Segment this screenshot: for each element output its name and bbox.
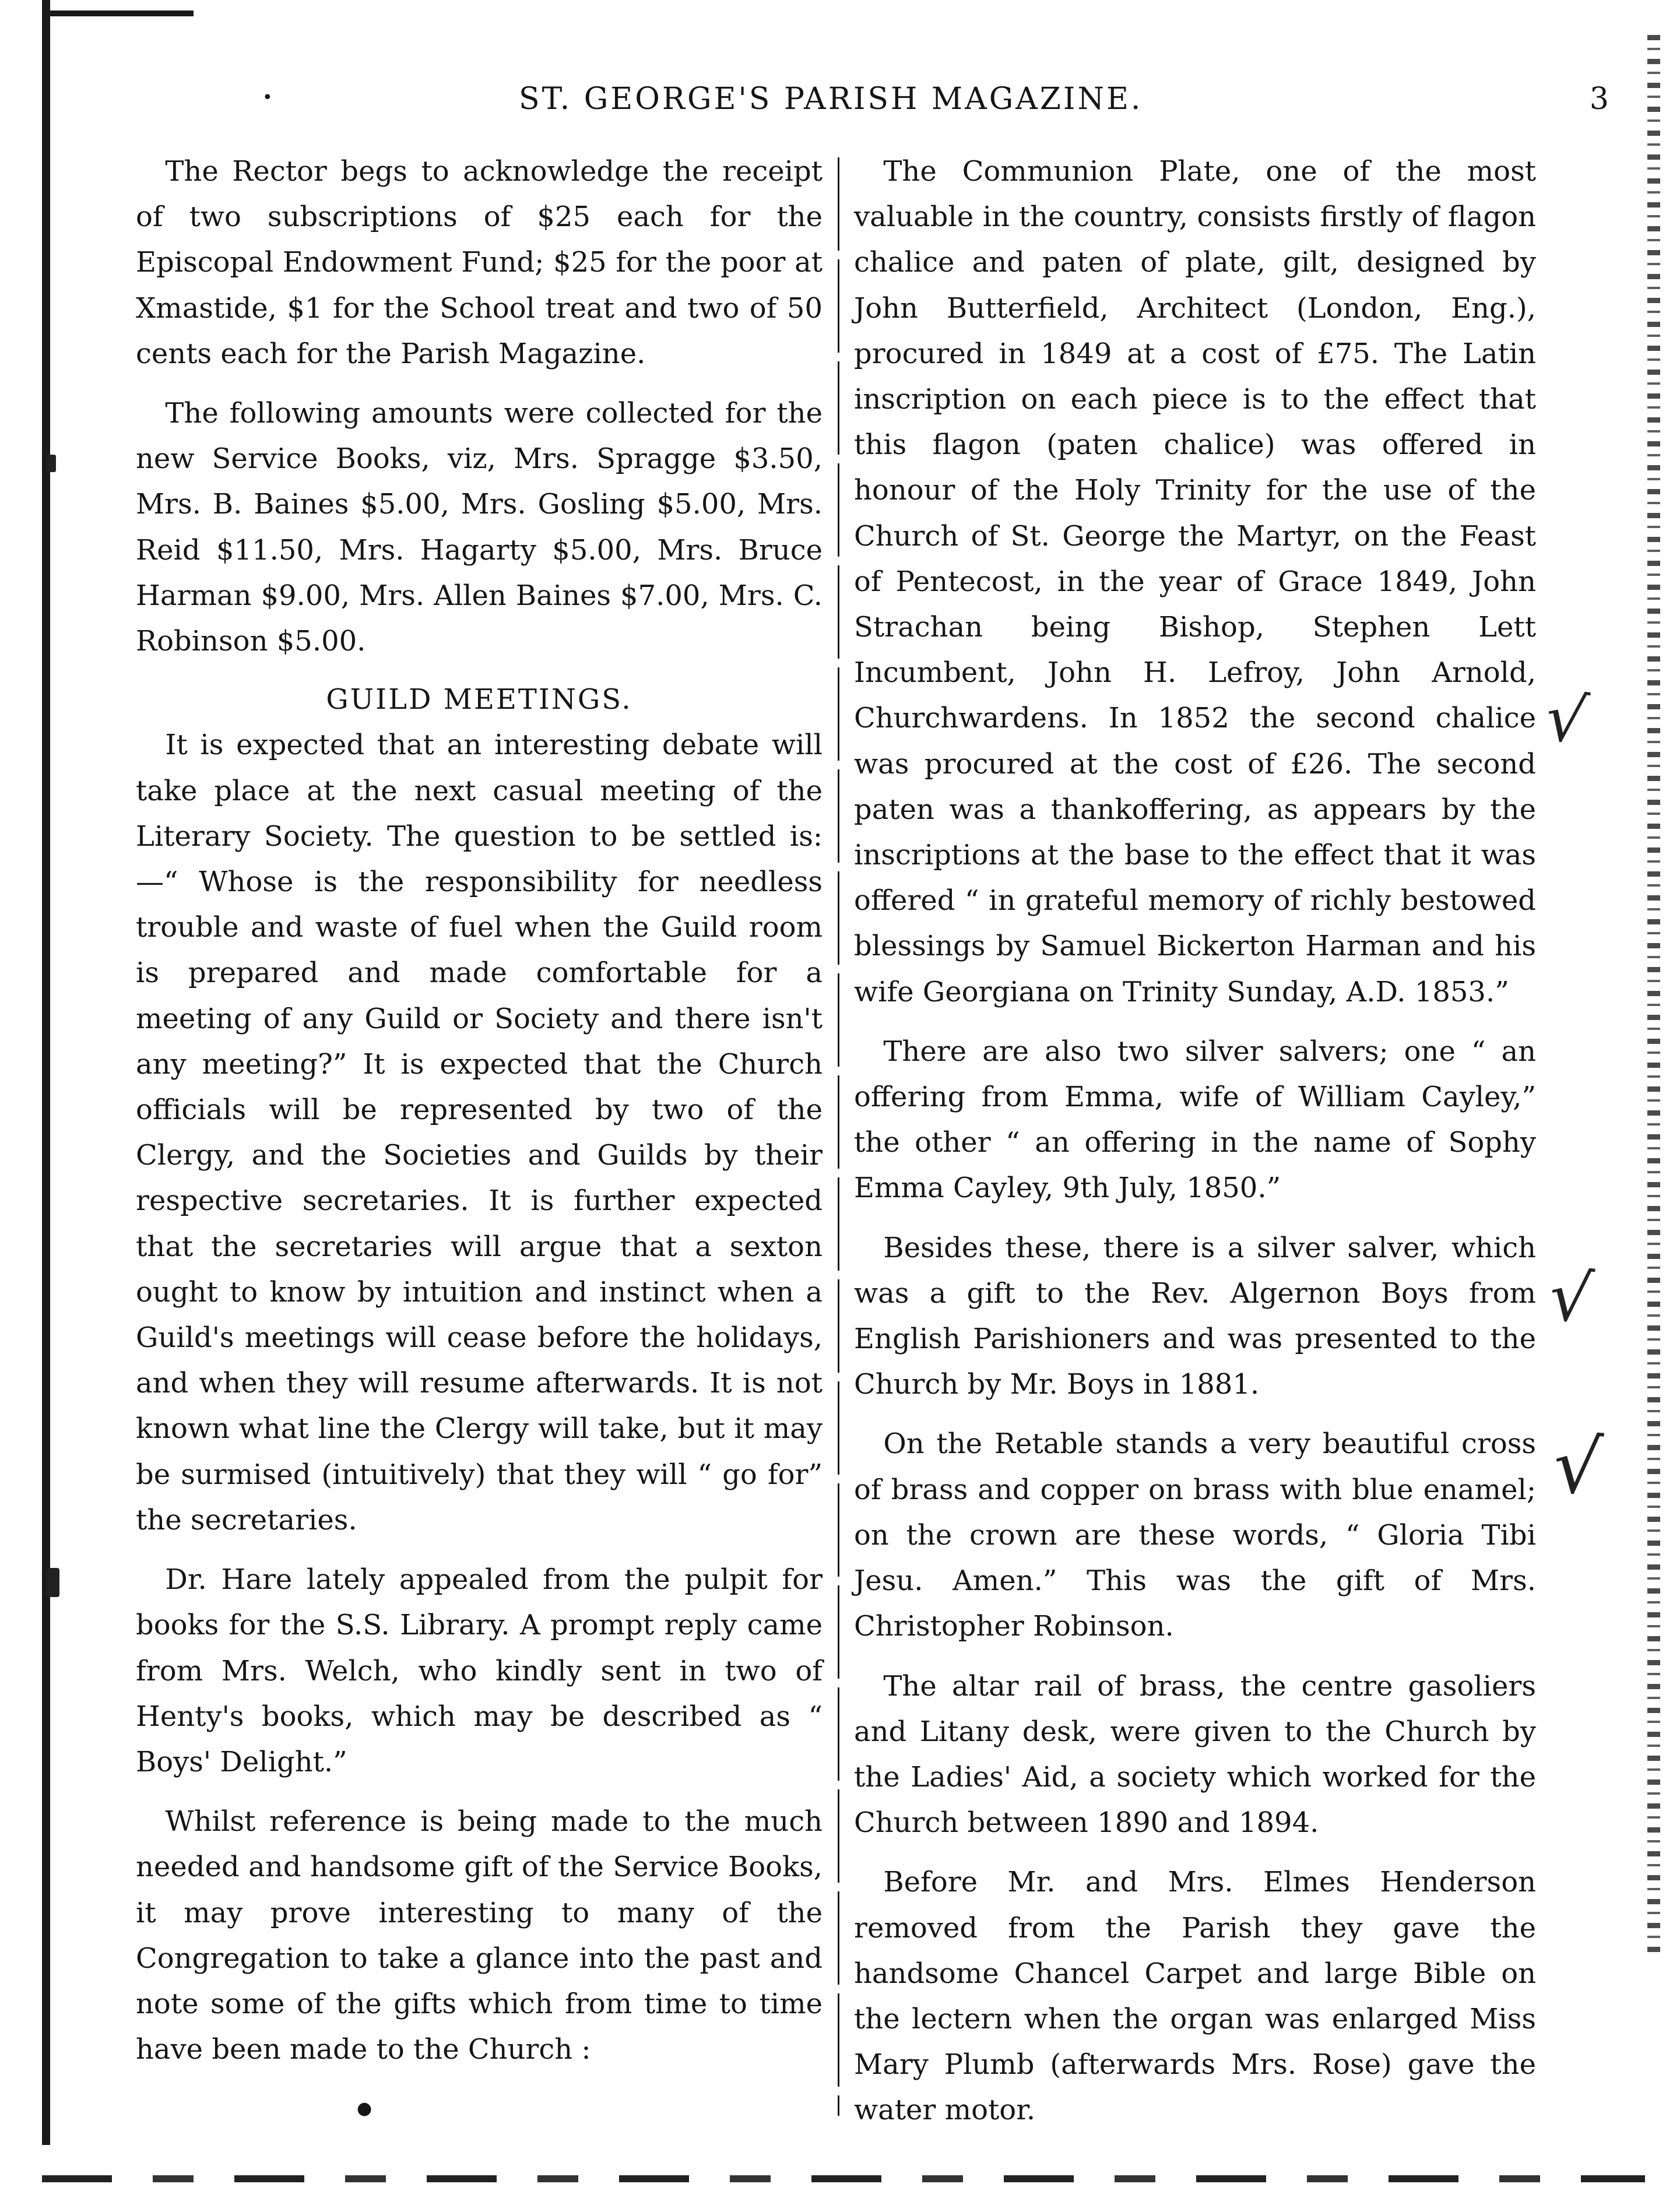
paragraph: On the Retable stands a very beautiful cross of brass and copper on brass with blue enamel; on the crown are these words, “ Gloria Tibi Jesu. Amen.” This was the gift of Mrs. Christopher Robinson. xyxy=(854,1427,1536,1643)
binding-mark xyxy=(47,1568,59,1597)
check-mark-icon: √ xyxy=(1550,1420,1605,1513)
magazine-title: ST. GEORGE'S PARISH MAGAZINE. xyxy=(519,82,1143,117)
scan-edge-top xyxy=(42,10,194,16)
scan-edge-left xyxy=(42,0,50,2145)
header-dot: • xyxy=(262,87,273,108)
binding-mark xyxy=(47,455,56,472)
check-mark-icon: √ xyxy=(1541,679,1592,759)
paragraph: There are also two silver salvers; one “ an offering from Emma, wife of William Cayley,” the other “ an offering in the name of Sophy Emma Cayley, 9th July, 1850.” xyxy=(854,1035,1536,1205)
footer-bullet: ● xyxy=(357,2098,372,2119)
page-number: 3 xyxy=(1589,82,1609,117)
paragraph: It is expected that an interesting debate will take place at the next casual meeting of the Literary Society. The question to be settled is:—“ Whose is the responsibility for needless trouble and waste of fuel when the Guild room is prepared and made comfortable for a meeting of any Guild or Society and there isn't any meeting?” It is expected that the Church officials will be represented by two of the Clergy, and the Societies and Guilds by their respective secretaries. It is further expected that the secretaries will argue that a sexton ought to know by intuition and instinct when a Guild's meetings will cease before the holidays, and when they will resume afterwards. It is not known what line the Clergy will take, but it may be surmised (intuitively) that they will “ go for” the secretaries. xyxy=(136,729,823,1536)
scan-edge-right xyxy=(1647,35,1660,1958)
page-header xyxy=(251,82,1609,134)
paragraph: The following amounts were collected for the new Service Books, viz, Mrs. Spragge $3.50, Mrs. B. Baines $5.00, Mrs. Gosling $5.00, Mrs. Reid $11.50, Mrs. Hagarty $5.00, Mrs. Bruce Harman $9.00, Mrs. Allen Baines $7.00, Mrs. C. Robinson $5.00. xyxy=(136,397,823,658)
paragraph: The altar rail of brass, the centre gasoliers and Litany desk, were given to the Church by the Ladies' Aid, a society which worked for the Church between 1890 and 1894. xyxy=(854,1669,1536,1840)
paragraph: Dr. Hare lately appealed from the pulpit for books for the S.S. Library. A prompt reply came from Mrs. Welch, who kindly sent in two of Henty's books, which may be described as “ Boys' Delight.” xyxy=(136,1563,823,1778)
paragraph: Whilst reference is being made to the much needed and handsome gift of the Service Books, it may prove interesting to many of the Congregation to take a glance into the past and note some of the gifts which from time to time have been made to the Church : xyxy=(136,1805,823,2066)
left-column xyxy=(136,149,823,2072)
section-heading: GUILD MEETINGS. xyxy=(326,683,632,716)
paragraph: The Rector begs to acknowledge the receipt of two subscriptions of $25 each for the Episcopal Endowment Fund; $25 for the poor at Xmastide, $1 for the School treat and two of 50 cents each for the Parish Magazine. xyxy=(136,155,823,370)
paragraph: Besides these, there is a silver salver, which was a gift to the Rev. Algernon Boys from English Parishioners and was presented to the Church by Mr. Boys in 1881. xyxy=(854,1231,1536,1401)
paragraph: Before Mr. and Mrs. Elmes Henderson removed from the Parish they gave the handsome Chancel Carpet and large Bible on the lectern when the organ was enlarged Miss Mary Plumb (afterwards Mrs. Rose) gave the water motor. xyxy=(854,1866,1536,2127)
paragraph: The Communion Plate, one of the most valuable in the country, consists firstly of flagon chalice and paten of plate, gilt, designed by John Butterfield, Architect (London, Eng.), procured in 1849 at a cost of £75. The Latin inscription on each piece is to the effect that this flagon (paten chalice) was offered in honour of the Holy Trinity for the use of the Church of St. George the Martyr, on the Feast of Pentecost, in the year of Grace 1849, John Strachan being Bishop, Stephen Lett Incumbent, John H. Lefroy, John Arnold, Churchwardens. In 1852 the second chalice was procured at the cost of £26. The second paten was a thankoffering, as appears by the inscriptions at the base to the effect that it was offered “ in grateful memory of richly bestowed blessings by Samuel Bickerton Harman and his wife Georgiana on Trinity Sunday, A.D. 1853.” xyxy=(854,155,1536,1008)
check-mark-icon: √ xyxy=(1545,1257,1597,1339)
scan-edge-bottom xyxy=(42,2175,1645,2182)
right-column xyxy=(854,149,1536,2133)
column-divider xyxy=(838,157,839,2116)
